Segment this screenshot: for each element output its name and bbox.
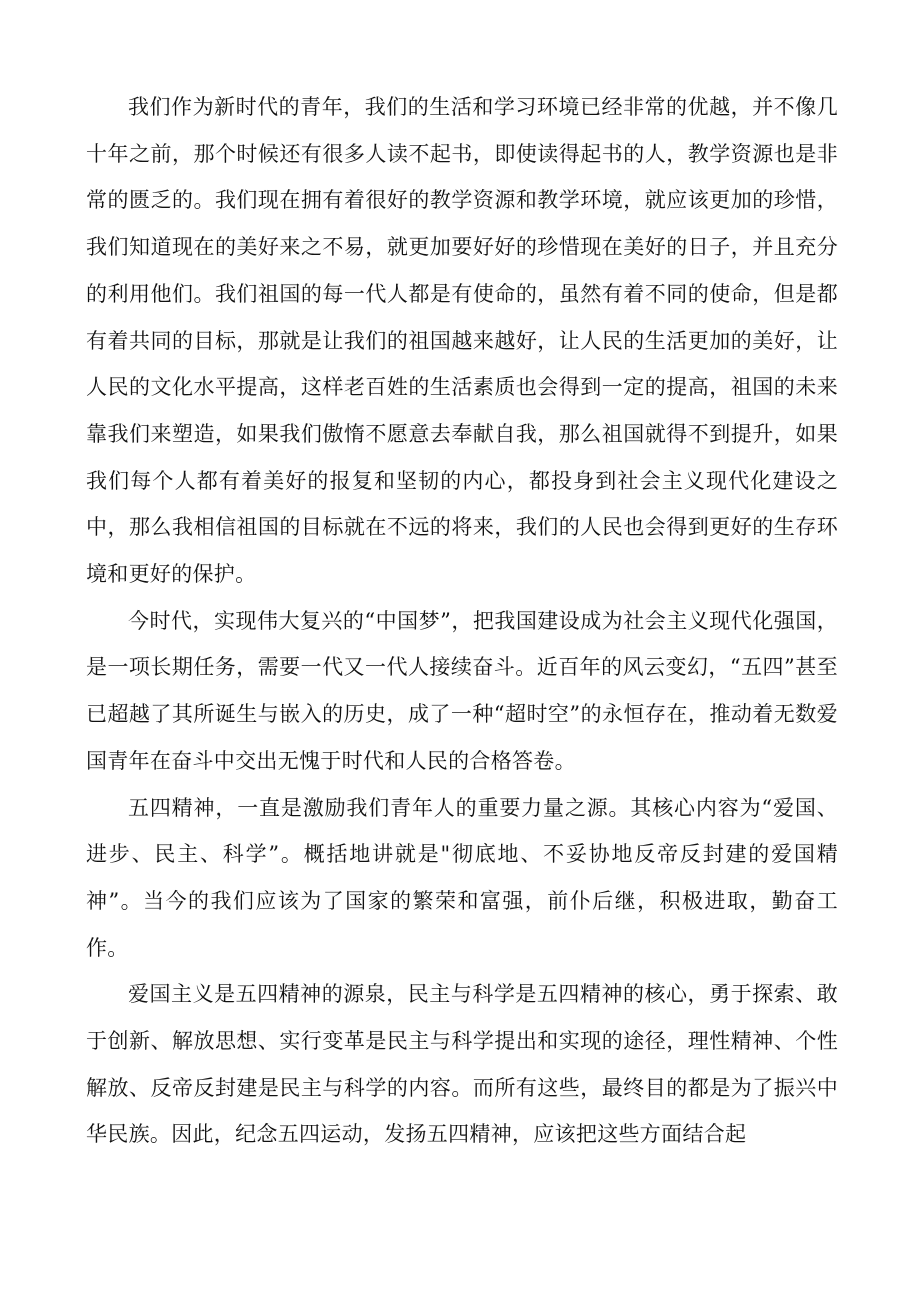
paragraph-patriotism-source: 爱国主义是五四精神的源泉，民主与科学是五四精神的核心，勇于探索、敢于创新、解放思想、实行变革是民主与科学提出和实现的途径，理性精神、个性解放、反帝反封建是民主与科学的内容。而所有这些，最终目的都是为了振兴中华民族。因此，纪念五四运动，发扬五四精神，应该把这些方面结合起	[86, 982, 838, 1147]
document-body	[86, 84, 838, 1158]
paragraph-china-dream: 今时代，实现伟大复兴的“中国梦”，把我国建设成为社会主义现代化强国，是一项长期任务，需要一代又一代人接续奋斗。近百年的风云变幻，“五四”甚至已超越了其所诞生与嵌入的历史，成了一种“超时空”的永恒存在，推动着无数爱国青年在奋斗中交出无愧于时代和人民的合格答卷。	[86, 608, 838, 773]
paragraph-youth-mission: 我们作为新时代的青年，我们的生活和学习环境已经非常的优越，并不像几十年之前，那个时候还有很多人读不起书，即使读得起书的人，教学资源也是非常的匮乏的。我们现在拥有着很好的教学资源和教学环境，就应该更加的珍惜，我们知道现在的美好来之不易，就更加要好好的珍惜现在美好的日子，并且充分的利用他们。我们祖国的每一代人都是有使命的，虽然有着不同的使命，但是都有着共同的目标，那就是让我们的祖国越来越好，让人民的生活更加的美好，让人民的文化水平提高，这样老百姓的生活素质也会得到一定的提高，祖国的未来靠我们来塑造，如果我们傲惰不愿意去奉献自我，那么祖国就得不到提升，如果我们每个人都有着美好的报复和坚韧的内心，都投身到社会主义现代化建设之中，那么我相信祖国的目标就在不远的将来，我们的人民也会得到更好的生存环境和更好的保护。	[86, 95, 838, 587]
paragraph-may-fourth-spirit: 五四精神，一直是激励我们青年人的重要力量之源。其核心内容为“爱国、进步、民主、科学”。概括地讲就是"彻底地、不妥协地反帝反封建的爱国精神”。当今的我们应该为了国家的繁荣和富强，前仆后继，积极进取，勤奋工作。	[86, 795, 838, 960]
